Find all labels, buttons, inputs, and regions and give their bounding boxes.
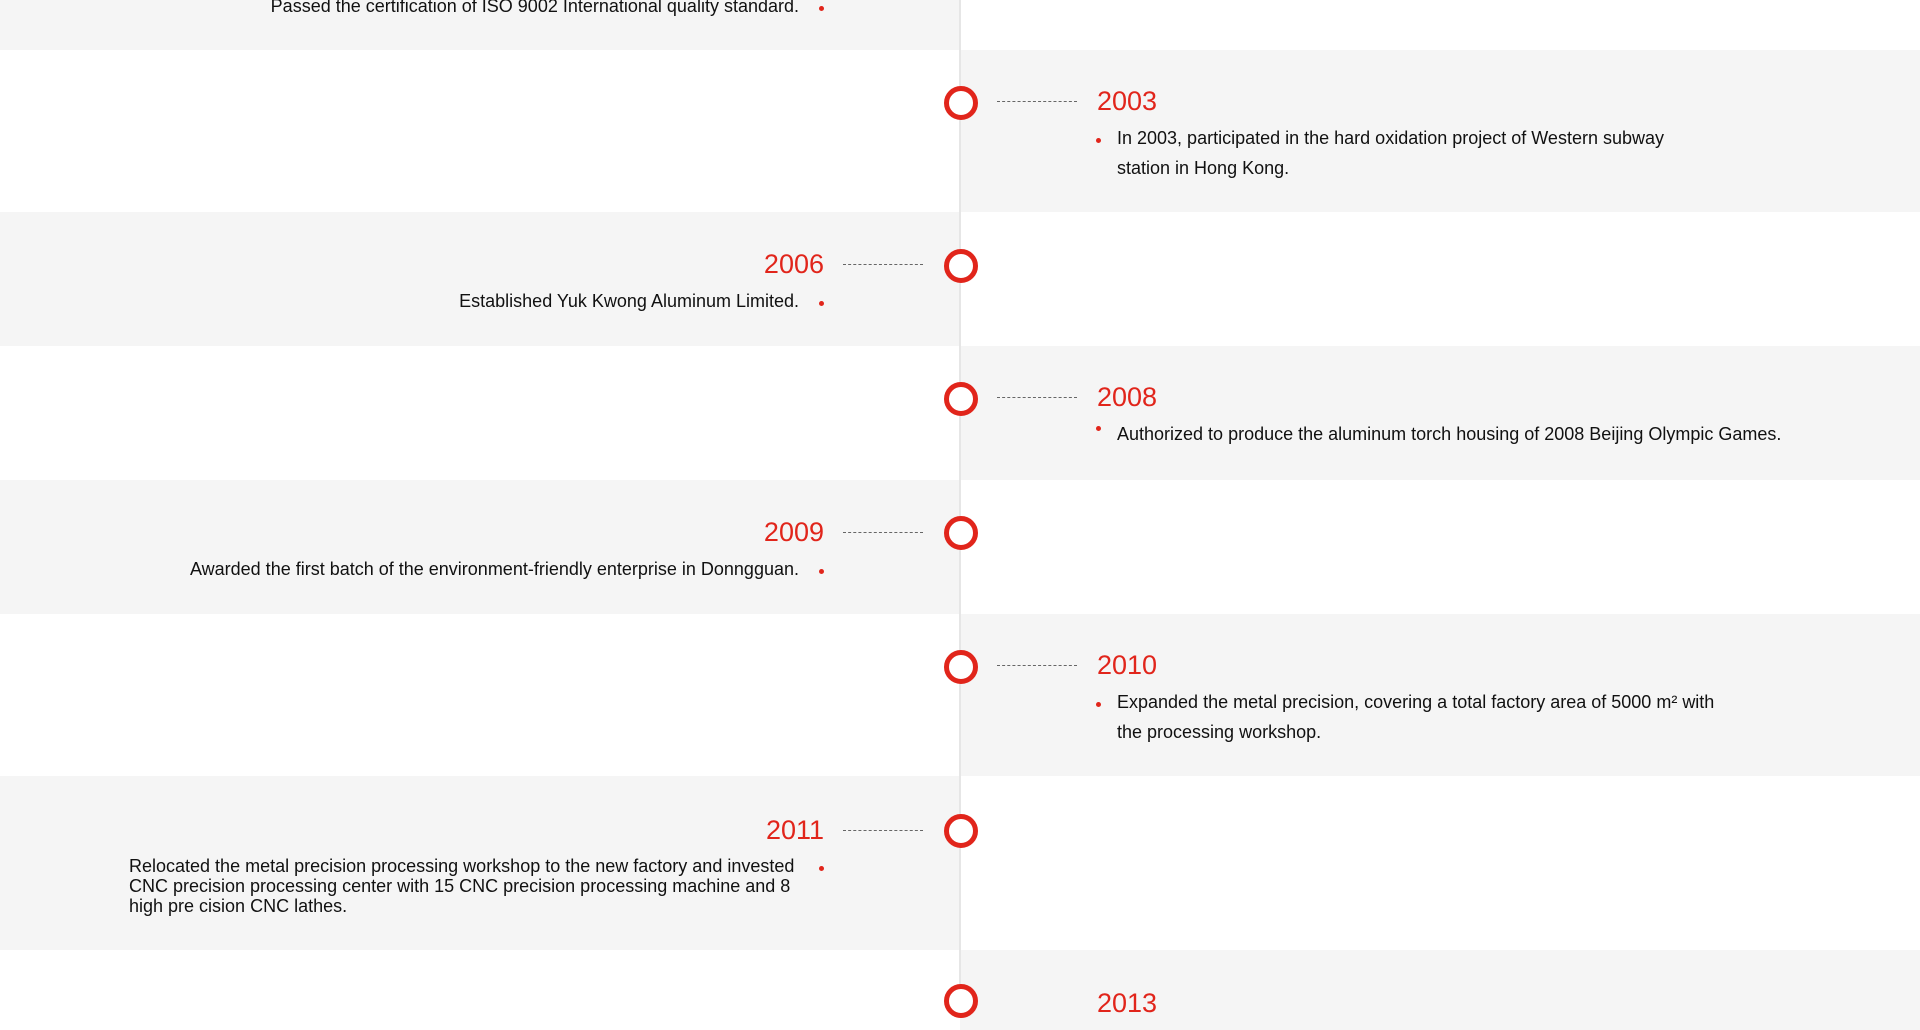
dashed-connector bbox=[843, 532, 923, 533]
event-description: Authorized to produce the aluminum torch housing of 2008 Beijing Olympic Games. bbox=[1117, 424, 1782, 444]
event-description: Expanded the metal precision, covering a total factory area of 5000 m² with the processing workshop. bbox=[1117, 692, 1715, 742]
event-description: Relocated the metal precision processing workshop to the new factory and invested CNC precision processing center with 15 CNC precision processing machine and 8 high pre cision CNC lathes. bbox=[129, 856, 795, 916]
bullet-icon bbox=[819, 866, 824, 871]
event-description: In 2003, participated in the hard oxidation project of Western subway station in Hong Kong. bbox=[1117, 128, 1664, 178]
event-description: Passed the certification of ISO 9002 International quality standard. bbox=[270, 0, 799, 16]
bullet-icon bbox=[1096, 702, 1101, 707]
bullet-icon bbox=[819, 301, 824, 306]
row-background bbox=[960, 346, 1920, 480]
row-background bbox=[0, 212, 960, 346]
event-year: 2003 bbox=[1097, 86, 1158, 116]
bullet-icon bbox=[819, 569, 824, 574]
dashed-connector bbox=[997, 665, 1077, 666]
ring-marker-icon bbox=[944, 516, 978, 550]
event-year: 2011 bbox=[765, 815, 824, 845]
ring-marker-icon bbox=[944, 814, 978, 848]
bullet-icon bbox=[1096, 138, 1101, 143]
bullet-icon bbox=[819, 6, 824, 11]
ring-marker-icon bbox=[944, 382, 978, 416]
event-year: 2008 bbox=[1097, 382, 1158, 412]
event-description: Established Yuk Kwong Aluminum Limited. bbox=[459, 291, 799, 311]
event-year: 2010 bbox=[1097, 650, 1158, 680]
timeline-axis bbox=[959, 0, 961, 1000]
dashed-connector bbox=[843, 830, 923, 831]
dashed-connector bbox=[997, 101, 1077, 102]
ring-marker-icon bbox=[944, 86, 978, 120]
row-background bbox=[0, 480, 960, 614]
event-year: 2006 bbox=[763, 249, 824, 279]
ring-marker-icon bbox=[944, 984, 978, 1018]
event-year: 2009 bbox=[763, 517, 824, 547]
ring-marker-icon bbox=[944, 650, 978, 684]
event-description: Awarded the first batch of the environment-friendly enterprise in Donngguan. bbox=[189, 559, 799, 579]
dashed-connector bbox=[843, 264, 923, 265]
dashed-connector bbox=[997, 397, 1077, 398]
bullet-icon bbox=[1096, 426, 1101, 431]
event-year: 2013 bbox=[1097, 988, 1158, 1018]
ring-marker-icon bbox=[944, 249, 978, 283]
